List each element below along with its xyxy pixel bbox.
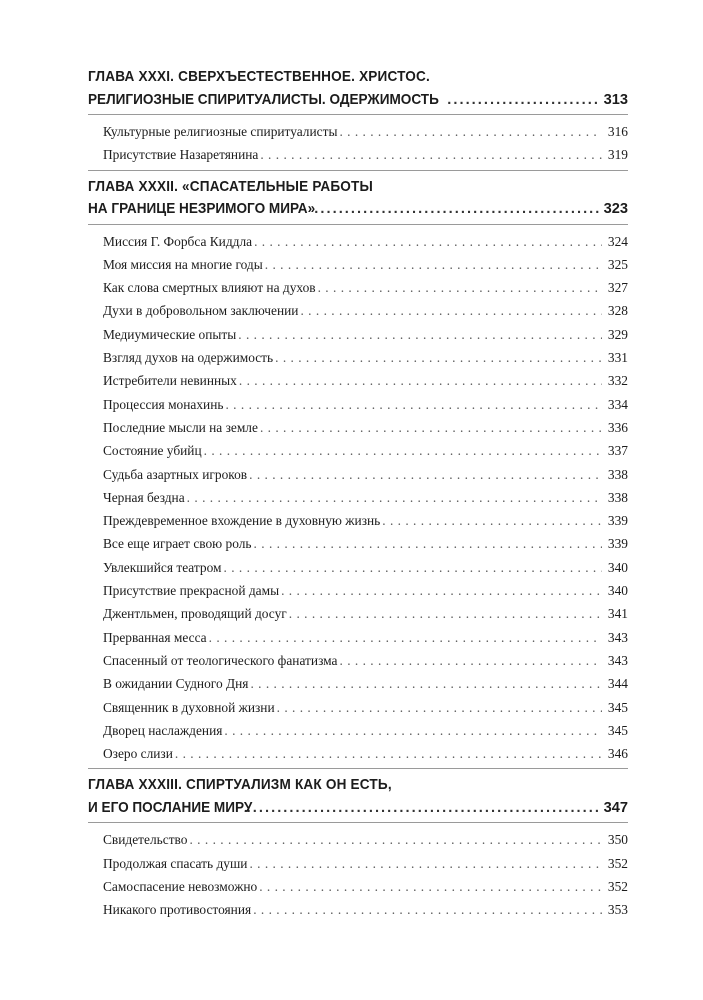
entry-page-number: 340 (607, 583, 628, 599)
dot-leader (175, 742, 602, 765)
table-of-contents (88, 66, 628, 922)
divider (88, 170, 628, 171)
entry-page-number: 352 (607, 879, 628, 895)
entry-page-number: 341 (607, 606, 628, 622)
dot-leader (314, 198, 599, 221)
divider (88, 224, 628, 225)
toc-entry (88, 602, 628, 625)
entry-title: В ожидании Судного Дня (103, 676, 249, 692)
entry-page-number: 343 (607, 652, 628, 668)
dot-leader (447, 89, 599, 112)
entry-page-number: 329 (607, 326, 628, 342)
toc-entry (88, 323, 628, 346)
chapter-section (88, 66, 628, 171)
entry-title: Продолжая спасать души (103, 855, 248, 871)
dot-leader (289, 602, 602, 625)
dot-leader (254, 532, 602, 555)
toc-entry (88, 439, 628, 462)
toc-entry (88, 556, 628, 579)
entry-page-number: 339 (607, 513, 628, 529)
entry-title: Священник в духовной жизни (103, 699, 275, 715)
entry-title: Спасенный от теологического фанатизма (103, 652, 338, 668)
entry-page-number: 344 (607, 676, 628, 692)
entry-title: Никакого противостояния (103, 902, 252, 918)
dot-leader (250, 672, 601, 695)
dot-leader (277, 696, 602, 719)
dot-leader (254, 230, 602, 253)
dot-leader (247, 797, 600, 820)
entry-page-number: 334 (607, 396, 628, 412)
dot-leader (224, 556, 602, 579)
entry-page-number: 340 (607, 559, 628, 575)
entry-title: Увлекшийся театром (103, 559, 222, 575)
dot-leader (260, 143, 602, 166)
toc-entry (88, 696, 628, 719)
toc-entry (88, 393, 628, 416)
chapter-title-continued: И ЕГО ПОСЛАНИЕ МИРУ (88, 799, 253, 816)
chapter-page-number: 313 (603, 91, 628, 108)
entry-page-number: 337 (607, 443, 628, 459)
entry-page-number: 324 (607, 233, 628, 249)
dot-leader (260, 416, 602, 439)
dot-leader (224, 719, 602, 742)
entry-title: Судьба азартных игроков (103, 466, 248, 482)
toc-entry (88, 898, 628, 921)
dot-leader (281, 579, 602, 602)
toc-entry (88, 253, 628, 276)
toc-entry (88, 143, 628, 166)
entry-page-number: 319 (607, 147, 628, 163)
entry-page-number: 345 (607, 722, 628, 738)
toc-entry (88, 626, 628, 649)
dot-leader (382, 509, 602, 532)
entry-page-number: 345 (607, 699, 628, 715)
toc-entry (88, 852, 628, 875)
toc-entry (88, 828, 628, 851)
dot-leader (189, 828, 601, 851)
entry-title: Истребители невинных (103, 373, 237, 389)
chapter-title-continued: НА ГРАНИЦЕ НЕЗРИМОГО МИРА» (88, 201, 316, 218)
entry-title: Джентльмен, проводящий досуг (103, 606, 287, 622)
entry-page-number: 316 (607, 124, 628, 139)
chapter-title-continued: РЕЛИГИОЗНЫЕ СПИРИТУАЛИСТЫ. ОДЕРЖИМОСТЬ (88, 91, 439, 108)
chapter-title-row (88, 89, 628, 112)
entry-page-number: 346 (607, 746, 628, 762)
dot-leader (187, 486, 602, 509)
entry-title: Миссия Г. Форбса Киддла (103, 233, 253, 249)
entry-page-number: 338 (607, 489, 628, 505)
entry-title: Озеро слизи (103, 746, 173, 762)
toc-entry (88, 369, 628, 392)
entry-title: Культурные религиозные спиритуалисты (103, 124, 338, 139)
entry-title: Все еще играет свою роль (103, 536, 252, 552)
toc-entry (88, 463, 628, 486)
entry-page-number: 336 (607, 419, 628, 435)
toc-entry (88, 579, 628, 602)
toc-entry (88, 532, 628, 555)
entry-title: Дворец наслаждения (103, 722, 223, 738)
toc-entry (88, 299, 628, 322)
chapter-title-row (88, 797, 628, 820)
entry-page-number: 350 (607, 832, 628, 848)
entry-title: Преждевременное вхождение в духовную жизнь (103, 513, 381, 529)
toc-entry (88, 416, 628, 439)
chapter-title: ГЛАВА XXXII. «СПАСАТЕЛЬНЫЕ РАБОТЫ (88, 178, 374, 195)
dot-leader (238, 323, 602, 346)
toc-entry (88, 672, 628, 695)
entry-title: Духи в добровольном заключении (103, 303, 299, 319)
entry-title: Состояние убийц (103, 443, 202, 459)
dot-leader (259, 875, 602, 898)
toc-entry (88, 120, 628, 143)
toc-entry (88, 742, 628, 765)
dot-leader (209, 626, 602, 649)
dot-leader (249, 463, 602, 486)
divider (88, 114, 628, 115)
entry-title: Самоспасение невозможно (103, 879, 258, 895)
entry-title: Присутствие прекрасной дамы (103, 583, 280, 599)
dot-leader (339, 120, 601, 143)
chapter-page-number: 347 (603, 799, 628, 816)
divider (88, 768, 628, 769)
chapter-title: ГЛАВА XXXI. СВЕРХЪЕСТЕСТВЕННОЕ. ХРИСТОС. (88, 69, 430, 85)
toc-entry (88, 346, 628, 369)
entry-title: Черная бездна (103, 489, 185, 505)
entry-title: Взгляд духов на одержимость (103, 350, 274, 366)
dot-leader (265, 253, 602, 276)
toc-entry (88, 276, 628, 299)
dot-leader (318, 276, 602, 299)
entry-title: Медиумические опыты (103, 326, 237, 342)
entry-page-number: 328 (607, 303, 628, 319)
dot-leader (239, 369, 602, 392)
toc-entry (88, 486, 628, 509)
dot-leader (340, 649, 602, 672)
entry-page-number: 331 (607, 350, 628, 366)
entry-title: Свидетельство (103, 832, 188, 848)
entry-title: Прерванная месса (103, 629, 207, 645)
dot-leader (300, 299, 601, 322)
entry-title: Присутствие Назаретянина (103, 147, 259, 163)
toc-entry (88, 719, 628, 742)
entry-page-number: 353 (607, 902, 628, 918)
entry-page-number: 338 (607, 466, 628, 482)
chapter-page-number: 323 (603, 201, 628, 218)
chapter-title-row (88, 198, 628, 221)
dot-leader (249, 852, 601, 875)
toc-entry (88, 509, 628, 532)
entry-title: Процессия монахинь (103, 396, 224, 412)
entry-title: Как слова смертных влияют на духов (103, 280, 316, 296)
entry-page-number: 352 (607, 855, 628, 871)
toc-entry (88, 649, 628, 672)
toc-entry (88, 875, 628, 898)
entry-page-number: 325 (607, 256, 628, 272)
divider (88, 822, 628, 823)
toc-entry (88, 230, 628, 253)
dot-leader (204, 439, 602, 462)
entry-title: Моя миссия на многие годы (103, 256, 263, 272)
chapter-section (88, 774, 628, 921)
entry-page-number: 339 (607, 536, 628, 552)
dot-leader (225, 393, 601, 416)
dot-leader (275, 346, 602, 369)
entry-page-number: 343 (607, 629, 628, 645)
chapter-title: ГЛАВА XXXIII. СПИРТУАЛИЗМ КАК ОН ЕСТЬ, (88, 777, 392, 794)
entry-title: Последние мысли на земле (103, 419, 258, 435)
entry-page-number: 332 (607, 373, 628, 389)
dot-leader (253, 898, 602, 921)
chapter-section (88, 176, 628, 770)
entry-page-number: 327 (607, 280, 628, 296)
